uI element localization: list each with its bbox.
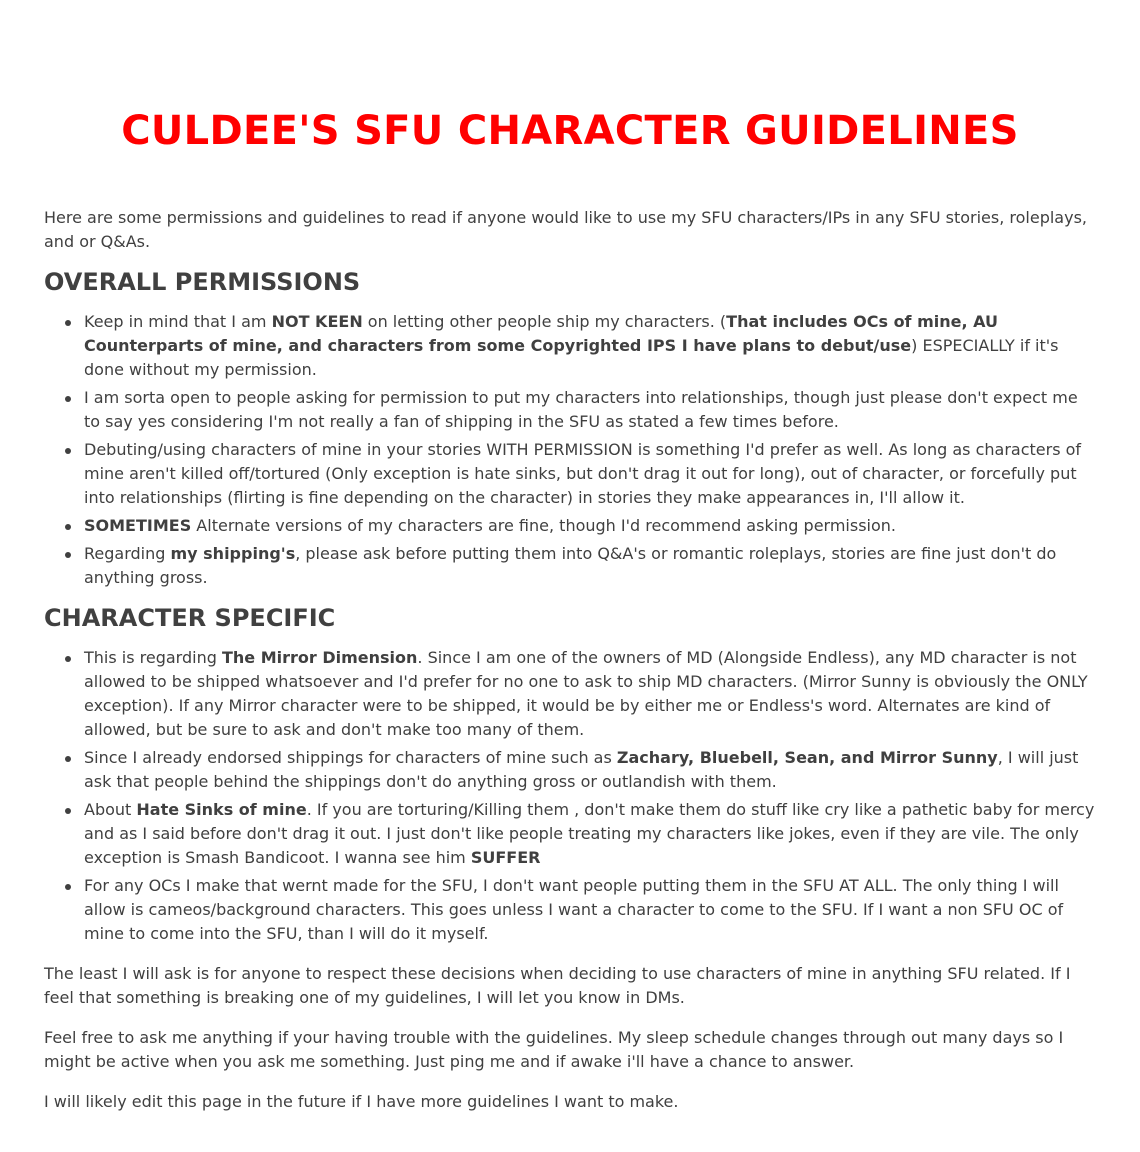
bullet-icon: [65, 756, 71, 762]
text-run: This is regarding: [84, 648, 222, 667]
list-item: [84, 386, 1096, 434]
closing-paragraph-questions: Feel free to ask me anything if your having trouble with the guidelines. My sleep schedule changes through out many days so I might be active when you ask me something. Just ping me and if awake i'll have a chance to answer.: [44, 1028, 1064, 1071]
page-title: CULDEE'S SFU CHARACTER GUIDELINES: [121, 108, 1019, 154]
section-heading-character-specific: CHARACTER SPECIFIC: [44, 604, 336, 632]
text-run: For any OCs I make that wernt made for the SFU, I don't want people putting them in the SFU AT ALL. The only thing I will allow is cameos/background characters. This goes unless I want a character to come to the SFU. If I want a non SFU OC of mine to come into the SFU, than I will do it myself.: [84, 876, 1064, 943]
list-item: [84, 874, 1096, 946]
bold-text: NOT KEEN: [271, 312, 363, 331]
bullet-icon: [65, 656, 71, 662]
text-run: Regarding: [84, 544, 171, 563]
closing-paragraph-edits: I will likely edit this page in the future if I have more guidelines I want to make.: [44, 1092, 679, 1111]
text-run: Alternate versions of my characters are fine, though I'd recommend asking permission.: [191, 516, 896, 535]
text-run: Since I already endorsed shippings for characters of mine such as: [84, 748, 617, 767]
text-run: Keep in mind that I am: [84, 312, 272, 331]
bold-text: The Mirror Dimension: [221, 648, 418, 667]
bullet-icon: [65, 552, 71, 558]
bullet-icon: [65, 524, 71, 530]
list-item: [84, 514, 1096, 538]
bullet-icon: [65, 448, 71, 454]
section-heading-overall-permissions: OVERALL PERMISSIONS: [44, 268, 361, 296]
bullet-icon: [65, 808, 71, 814]
text-run: Debuting/using characters of mine in your stories WITH PERMISSION is something I'd prefer as well. As long as characters of mine aren't killed off/tortured (Only exception is hate sinks, but don't drag it out for long), out of character, or forcefully put into relationships (flirting is fine depending on the character) in stories they make appearances in, I'll allow it.: [84, 440, 1082, 507]
list-item: [84, 646, 1096, 742]
character-specific-list: [44, 646, 1096, 946]
bold-text: Zachary, Bluebell, Sean, and Mirror Sunny: [616, 748, 998, 767]
text-run: I am sorta open to people asking for permission to put my characters into relationships, though just please don't expect me to say yes considering I'm not really a fan of shipping in the SFU as stated a few times before.: [84, 388, 1078, 431]
bullet-icon: [65, 320, 71, 326]
text-run: , please ask before putting them into Q&A's or romantic roleplays, stories are fine just don't do anything gross.: [84, 544, 1057, 587]
text-run: , I will just ask that people behind the shippings don't do anything gross or outlandish with them.: [84, 748, 1079, 791]
list-item: [84, 542, 1096, 590]
text-run: on letting other people ship my characters. (: [362, 312, 727, 331]
bullet-icon: [65, 884, 71, 890]
text-run: . Since I am one of the owners of MD (Alongside Endless), any MD character is not allowed to be shipped whatsoever and I'd prefer for no one to ask to ship MD characters. (Mirror Sunny is obviously the ONLY exception). If any Mirror character were to be shipped, it would be by either me or Endless's word. Alternates are kind of allowed, but be sure to ask and don't make too many of them.: [84, 648, 1088, 739]
list-item: [84, 746, 1096, 794]
overall-permissions-list: [44, 310, 1096, 590]
bold-text: Hate Sinks of mine: [136, 800, 307, 819]
bold-text: SUFFER: [470, 848, 541, 867]
closing-paragraph-respect: The least I will ask is for anyone to respect these decisions when deciding to use characters of mine in anything SFU related. If I feel that something is breaking one of my guidelines, I will let you know in DMs.: [44, 964, 1071, 1007]
text-run: ) ESPECIALLY if it's done without my permission.: [84, 336, 1059, 379]
bold-text: That includes OCs of mine, AU Counterparts of mine, and characters from some Copyrighted IPS I have plans to debut/use: [84, 312, 999, 355]
list-item: [84, 310, 1096, 382]
list-item: [84, 438, 1096, 510]
intro-paragraph: Here are some permissions and guidelines to read if anyone would like to use my SFU characters/IPs in any SFU stories, roleplays, and or Q&As.: [44, 208, 1087, 251]
bold-text: my shipping's: [170, 544, 296, 563]
list-item: [84, 798, 1096, 870]
text-run: . If you are torturing/Killing them , don't make them do stuff like cry like a pathetic baby for mercy and as I said before don't drag it out. I just don't like people treating my characters like jokes, even if they are vile. The only exception is Smash Bandicoot. I wanna see him: [84, 800, 1095, 867]
bold-text: SOMETIMES: [84, 516, 192, 535]
bullet-icon: [65, 396, 71, 402]
text-run: About: [84, 800, 137, 819]
